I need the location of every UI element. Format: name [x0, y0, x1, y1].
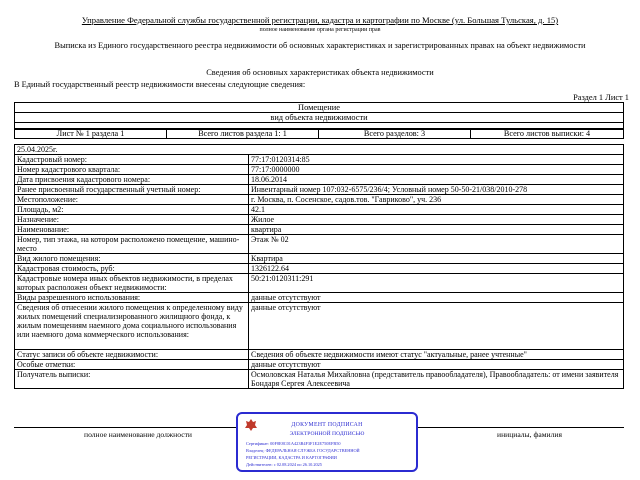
total-sheets-extract: Всего листов выписки: 4: [503, 129, 591, 138]
row-value: 1326122.64: [251, 264, 289, 273]
row-label: Особые отметки:: [15, 360, 249, 369]
section-number: Раздел 1 Лист 1: [573, 93, 629, 102]
sheet-info-row: [14, 128, 624, 139]
row-label: Вид жилого помещения:: [15, 254, 249, 263]
row-label: Дата присвоения кадастрового номера:: [15, 175, 249, 184]
row-label: Площадь, м2:: [15, 205, 249, 214]
position-caption: полное наименование должности: [84, 430, 192, 439]
stamp-certificate: Сертификат: 00F8E8C01A423B4F3F1E2E750EFB50: [246, 441, 341, 446]
table-row: [15, 175, 623, 185]
issuer-caption: полное наименование органа регистрации прав: [259, 27, 381, 33]
section-title: Сведения об основных характеристиках объекта недвижимости: [206, 68, 434, 77]
row-label: Номер кадастрового квартала:: [15, 165, 249, 174]
row-label: Виды разрешенного использования:: [15, 293, 249, 302]
row-value: данные отсутствуют: [251, 360, 321, 369]
table-row: [15, 274, 623, 293]
intro-text: В Единый государственный реестр недвижимости внесены следующие сведения:: [14, 80, 306, 89]
table-row: [15, 254, 623, 264]
row-label: Кадастровая стоимость, руб:: [15, 264, 249, 273]
row-label: Назначение:: [15, 215, 249, 224]
row-label: Статус записи об объекте недвижимости:: [15, 350, 249, 359]
issuer-name: Управление Федеральной службы государственной регистрации, кадастра и картографии по Москве (ул. Большая Тульская, д. 15): [81, 15, 559, 25]
row-label: Кадастровые номера иных объектов недвижимости, в пределах которых расположен объект недвижимости:: [15, 274, 249, 292]
row-value: Сведения об объекте недвижимости имеют статус "актуальные, ранее учтенные": [251, 350, 527, 359]
date-row: [15, 145, 623, 155]
table-row: [15, 360, 623, 370]
table-row: [15, 195, 623, 205]
row-value: 77:17:0120314:85: [251, 155, 310, 164]
row-value: данные отсутствуют: [251, 303, 321, 312]
row-value: 77:17:0000000: [251, 165, 300, 174]
row-value: г. Москва, п. Сосенское, садов.тов. "Гавриково", уч. 236: [251, 195, 442, 204]
stamp-owner-2: РЕГИСТРАЦИИ, КАДАСТРА И КАРТОГРАФИИ: [246, 455, 337, 460]
stamp-valid: Действителен: с 02.08.2024 по 26.10.2025: [246, 462, 322, 467]
row-value: Квартира: [251, 254, 283, 263]
name-caption: инициалы, фамилия: [497, 430, 562, 439]
characteristics-table: [14, 144, 624, 389]
table-row: [15, 205, 623, 215]
total-sections: Всего разделов: 3: [319, 129, 471, 138]
row-label: Получатель выписки:: [15, 370, 249, 388]
table-row: [15, 155, 623, 165]
electronic-signature-stamp: [236, 412, 418, 472]
table-row: [15, 215, 623, 225]
row-label: Ранее присвоенный государственный учетный номер:: [15, 185, 249, 194]
table-row: [15, 235, 623, 254]
row-label: Сведения об отнесении жилого помещения к определенному виду жилых помещений специализированного жилищного фонда, к жилым помещениям наемного дома социального использования или наемного дома коммерческого использования:: [15, 303, 249, 349]
row-label: Кадастровый номер:: [15, 155, 249, 164]
table-row: [15, 350, 623, 360]
table-row: [15, 370, 623, 388]
row-value: Жилое: [251, 215, 275, 224]
row-value: Этаж № 02: [251, 235, 289, 244]
row-value: 50:21:0120311:291: [251, 274, 314, 283]
row-label: Местоположение:: [15, 195, 249, 204]
stamp-subtitle: ЭЛЕКТРОННОЙ ПОДПИСЬЮ: [289, 431, 365, 437]
sheet-number: Лист № 1 раздела 1: [15, 129, 167, 138]
row-label: Наименование:: [15, 225, 249, 234]
table-row: [15, 185, 623, 195]
row-value: Инвентарный номер 107:032-6575/236/4; Условный номер 50-50-21/038/2010-278: [251, 185, 528, 194]
object-kind-caption: вид объекта недвижимости: [15, 113, 623, 123]
stamp-owner: Владелец: ФЕДЕРАЛЬНАЯ СЛУЖБА ГОСУДАРСТВЕННОЙ: [246, 448, 360, 453]
total-sheets-section: Всего листов раздела 1: 1: [167, 129, 319, 138]
table-row: [15, 303, 623, 350]
object-kind-header: [14, 102, 624, 130]
table-row: [15, 264, 623, 274]
row-value: 42.1: [251, 205, 265, 214]
row-value: данные отсутствуют: [251, 293, 321, 302]
row-label: Номер, тип этажа, на котором расположено помещение, машино-место: [15, 235, 249, 253]
table-row: [15, 293, 623, 303]
extract-title: Выписка из Единого государственного реестра недвижимости об основных характеристиках и зарегистрированных правах на объект недвижимости: [54, 41, 586, 50]
row-value: квартира: [251, 225, 282, 234]
table-row: [15, 165, 623, 175]
extract-date: 25.04.2025г.: [17, 145, 58, 154]
table-row: [15, 225, 623, 235]
row-value: Осмоловская Наталья Михайловна (представитель правообладателя), Правообладатель: от имени заявителя Бондаря Сергея Алексеевича: [251, 370, 619, 388]
stamp-title: ДОКУМЕНТ ПОДПИСАН: [291, 422, 363, 428]
object-kind: Помещение: [15, 103, 623, 113]
row-value: 18.06.2014: [251, 175, 287, 184]
